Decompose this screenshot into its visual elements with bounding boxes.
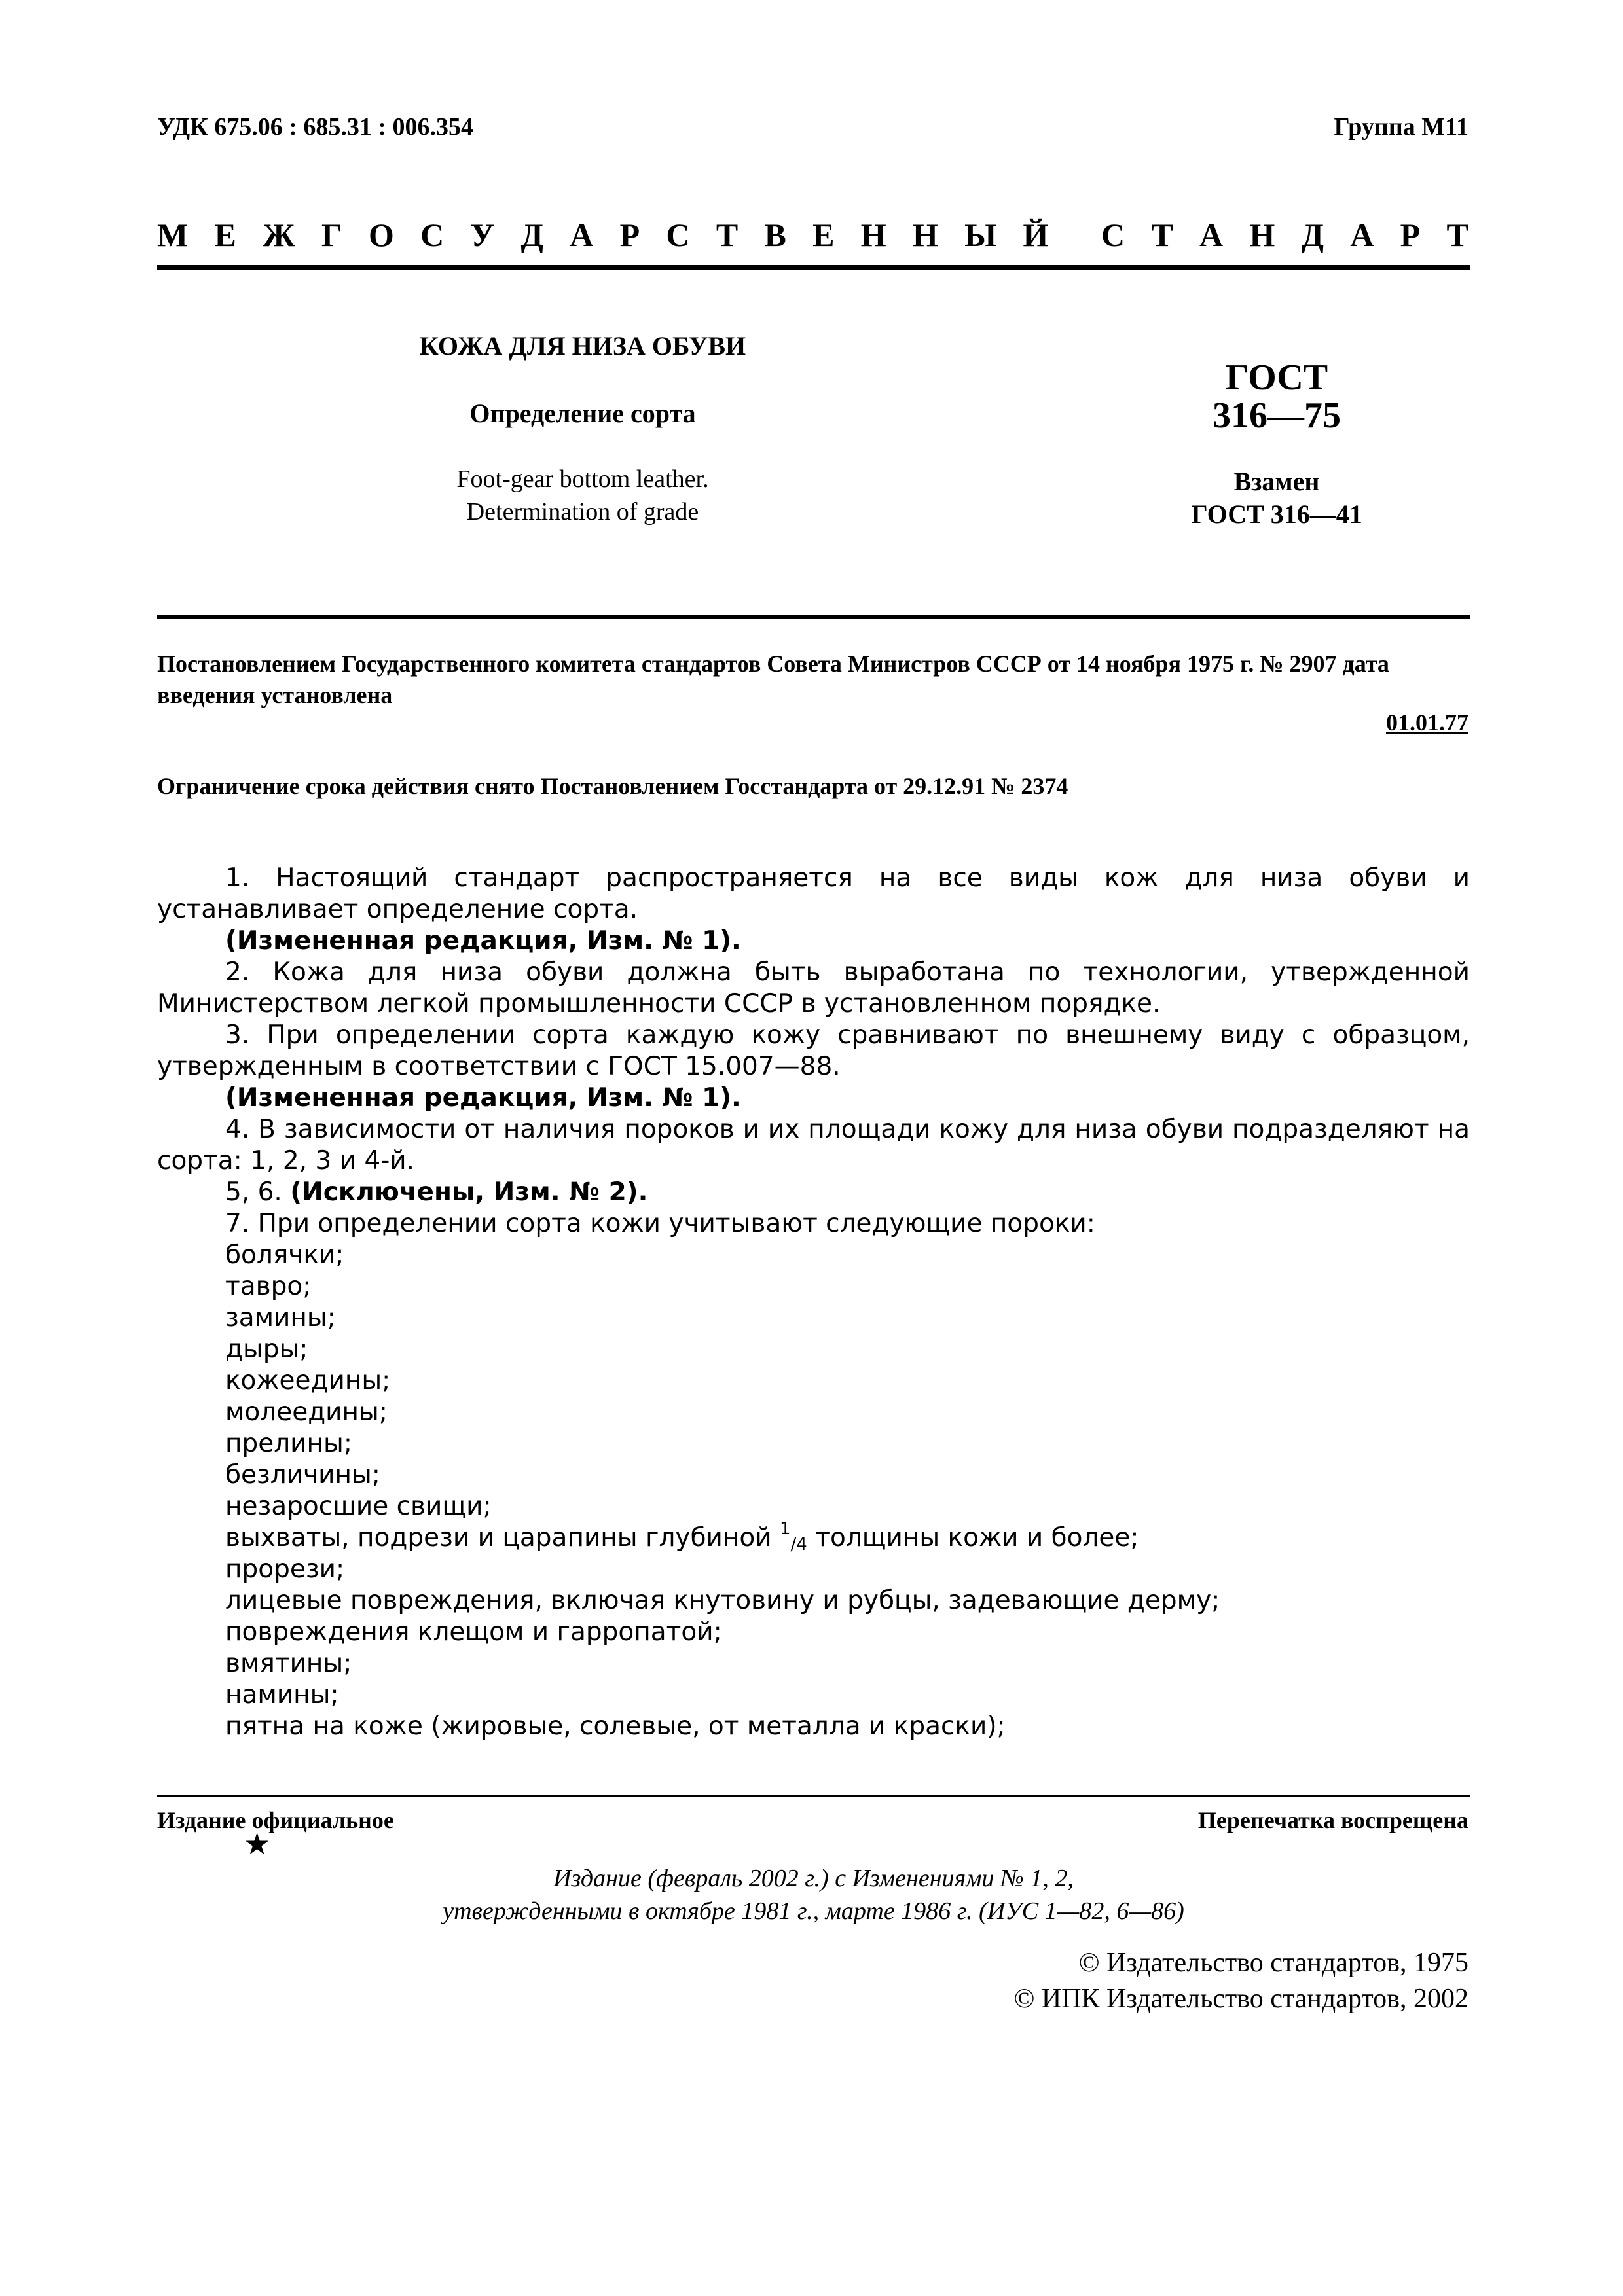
banner-letter: С — [666, 217, 690, 253]
banner-letter: Й — [1023, 217, 1049, 253]
banner-letter: Ж — [263, 217, 295, 253]
decree-text: Постановлением Государственного комитета стандартов Совета Министров СССР от 14 ноября 1975 г. № 2907 дата введения установлена — [157, 651, 1389, 708]
gost-designation — [1113, 359, 1440, 435]
banner-letter: Т — [1446, 217, 1468, 253]
clause-3: 3. При определении сорта каждую кожу сравнивают по внешнему виду с образцом, утвержденным в соответствии с ГОСТ 15.007—88. — [157, 1020, 1470, 1081]
standard-banner — [157, 216, 1468, 254]
defect-list-item: молеедины; — [225, 1397, 388, 1427]
clause-5-6 — [157, 1177, 1470, 1208]
banner-letter: Д — [1301, 217, 1324, 253]
banner-letter: Д — [520, 217, 543, 253]
replaces-number: ГОСТ 316—41 — [1191, 499, 1362, 529]
banner-letter: У — [470, 217, 495, 253]
defect-list-item: лицевые повреждения, включая кнутовину и рубцы, задевающие дерму; — [225, 1586, 1220, 1615]
no-reprint-label: Перепечатка воспрещена — [1197, 1807, 1468, 1833]
footer-rule — [157, 1795, 1470, 1797]
banner-letter: Т — [716, 217, 739, 253]
banner-letter: Е — [214, 217, 236, 253]
banner-letter: Р — [619, 217, 640, 253]
defect-list-item: безличины; — [225, 1460, 380, 1490]
star-icon: ★ — [244, 1827, 271, 1861]
defect-list-item: пятна на коже (жировые, солевые, от металла и краски); — [225, 1712, 1006, 1741]
banner-letter: О — [368, 217, 394, 253]
defect-depth-text-end: толщины кожи и более; — [815, 1523, 1139, 1552]
defect-depth-text: выхваты, подрези и царапины глубиной — [225, 1523, 772, 1552]
gost-label: ГОСТ — [1225, 357, 1328, 398]
defect-list-item — [157, 1519, 1470, 1554]
introduction-date: 01.01.77 — [1386, 709, 1468, 736]
copyright-2002: © ИПК Издательство стандартов, 2002 — [1013, 1984, 1468, 2014]
banner-rule — [157, 265, 1470, 270]
clause-7: 7. При определении сорта кожи учитывают следующие пороки: — [225, 1209, 1095, 1238]
defect-list-item: прорези; — [225, 1554, 345, 1584]
banner-letter: С — [1101, 217, 1125, 253]
banner-letter: Ы — [964, 217, 997, 253]
defect-list-item: кожеедины; — [225, 1366, 391, 1395]
document-subtitle: Определение сорта — [469, 399, 696, 428]
replaces-label: Взамен — [1233, 467, 1320, 496]
banner-letter: М — [157, 217, 189, 253]
banner-letter: А — [1199, 217, 1224, 253]
document-title: КОЖА ДЛЯ НИЗА ОБУВИ — [419, 331, 746, 361]
english-title-line-2: Determination of grade — [466, 498, 699, 526]
banner-letter: Е — [812, 217, 835, 253]
edition-info-line-2: утвержденными в октябре 1981 г., марте 1986 г. (ИУС 1—82, 6—86) — [443, 1897, 1184, 1925]
clause-1: 1. Настоящий стандарт распространяется на все виды кож для низа обуви и устанавливает определение сорта. — [157, 863, 1470, 924]
copyright-1975: © Издательство стандартов, 1975 — [1078, 1948, 1468, 1978]
udk-code: УДК 675.06 : 685.31 : 006.354 — [157, 113, 474, 141]
banner-letter: С — [420, 217, 445, 253]
defect-list-item: повреждения клещом и гарропатой; — [225, 1617, 722, 1647]
banner-letter: А — [570, 217, 594, 253]
amendment-note-3: (Измененная редакция, Изм. № 1). — [225, 1083, 741, 1113]
clause-5-6-number: 5, 6. — [225, 1177, 282, 1207]
gost-number: 316—75 — [1213, 395, 1341, 436]
banner-letter: Н — [860, 217, 886, 253]
limitation-note: Ограничение срока действия снято Постановлением Госстандарта от 29.12.91 № 2374 — [157, 773, 1068, 799]
defect-list-item: вмятины; — [225, 1649, 352, 1678]
document-body — [157, 863, 1470, 1742]
banner-letter: Н — [1249, 217, 1275, 253]
banner-letter: Р — [1400, 217, 1421, 253]
group-code: Группа М11 — [1334, 113, 1468, 141]
clause-5-6-note: (Исключены, Изм. № 2). — [290, 1177, 648, 1207]
clause-2: 2. Кожа для низа обуви должна быть выработана по технологии, утвержденной Министерством легкой промышленности СССР в установленном порядке. — [157, 958, 1470, 1018]
fraction-denominator: /4 — [790, 1535, 807, 1554]
defect-list-continued — [157, 1554, 1470, 1742]
defect-list-item: намины; — [225, 1680, 339, 1710]
defect-list-item: прелины; — [225, 1429, 352, 1458]
defect-list-item: незаросшие свищи; — [225, 1492, 492, 1521]
defect-list — [157, 1240, 1470, 1522]
amendment-note-1: (Измененная редакция, Изм. № 1). — [225, 926, 741, 956]
official-edition-label: Издание официальное — [157, 1807, 394, 1833]
title-rule — [157, 615, 1470, 619]
clause-4: 4. В зависимости от наличия пороков и их площади кожу для низа обуви подразделяют на сорта: 1, 2, 3 и 4-й. — [157, 1115, 1470, 1175]
banner-letter: Г — [321, 217, 342, 253]
defect-list-item: тавро; — [225, 1272, 312, 1301]
banner-letter: Т — [1151, 217, 1173, 253]
edition-info-line-1: Издание (февраль 2002 г.) с Изменениями № 1, 2, — [553, 1865, 1074, 1892]
defect-list-item: дыры; — [225, 1335, 308, 1364]
defect-list-item: болячки; — [225, 1240, 344, 1270]
english-title-line-1: Foot-gear bottom leather. — [456, 465, 709, 493]
banner-letter: В — [764, 217, 786, 253]
banner-letter: Н — [912, 217, 938, 253]
banner-letter: А — [1350, 217, 1374, 253]
fraction-numerator: 1 — [779, 1519, 791, 1539]
defect-list-item: замины; — [225, 1303, 336, 1333]
